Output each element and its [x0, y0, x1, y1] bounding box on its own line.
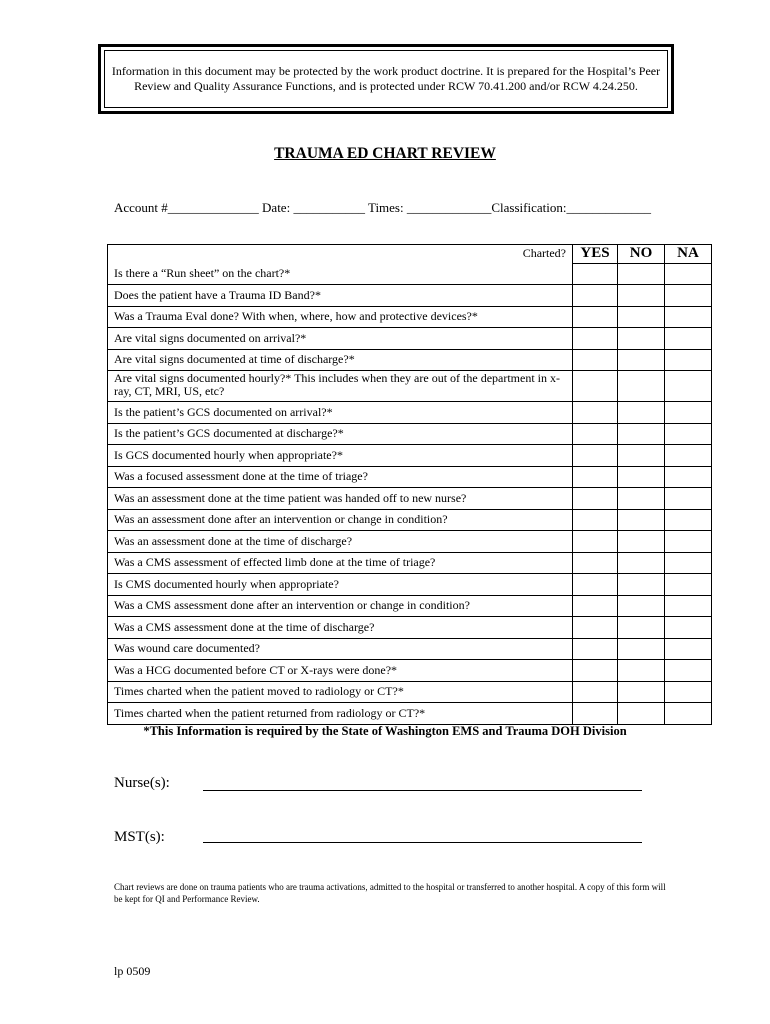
yes-checkbox-cell[interactable] [573, 638, 618, 660]
yes-checkbox-cell[interactable] [573, 466, 618, 488]
table-row [108, 552, 712, 574]
yes-checkbox-cell[interactable] [573, 509, 618, 531]
no-checkbox-cell[interactable] [618, 509, 665, 531]
yes-checkbox-cell[interactable] [573, 552, 618, 574]
no-checkbox-cell[interactable] [618, 328, 665, 350]
table-row [108, 660, 712, 682]
table-row [108, 263, 712, 285]
question-text: Is the patient’s GCS documented at discharge?* [108, 423, 573, 445]
charted-header: Charted? [108, 245, 573, 264]
question-text: Was an assessment done after an intervention or change in condition? [108, 509, 573, 531]
yes-checkbox-cell[interactable] [573, 371, 618, 402]
no-column-header: NO [618, 245, 665, 264]
yes-checkbox-cell[interactable] [573, 423, 618, 445]
no-checkbox-cell[interactable] [618, 445, 665, 467]
question-text: Was a CMS assessment of effected limb done at the time of triage? [108, 552, 573, 574]
no-checkbox-cell[interactable] [618, 617, 665, 639]
no-checkbox-cell[interactable] [618, 423, 665, 445]
question-text: Was an assessment done at the time patient was handed off to new nurse? [108, 488, 573, 510]
no-checkbox-cell[interactable] [618, 552, 665, 574]
mst-signature-line[interactable] [203, 842, 642, 843]
no-checkbox-cell[interactable] [618, 466, 665, 488]
na-checkbox-cell[interactable] [665, 488, 712, 510]
question-text: Is GCS documented hourly when appropriate?* [108, 445, 573, 467]
yes-checkbox-cell[interactable] [573, 306, 618, 328]
question-text: Does the patient have a Trauma ID Band?* [108, 285, 573, 307]
na-checkbox-cell[interactable] [665, 681, 712, 703]
na-checkbox-cell[interactable] [665, 423, 712, 445]
form-code: lp 0509 [114, 964, 151, 978]
question-text: Is the patient’s GCS documented on arrival?* [108, 402, 573, 424]
table-row [108, 402, 712, 424]
table-row [108, 509, 712, 531]
question-text: Times charted when the patient moved to radiology or CT?* [108, 681, 573, 703]
table-row [108, 638, 712, 660]
table-row [108, 328, 712, 350]
na-checkbox-cell[interactable] [665, 617, 712, 639]
na-checkbox-cell[interactable] [665, 574, 712, 596]
na-checkbox-cell[interactable] [665, 349, 712, 371]
no-checkbox-cell[interactable] [618, 402, 665, 424]
na-checkbox-cell[interactable] [665, 595, 712, 617]
table-row [108, 617, 712, 639]
no-checkbox-cell[interactable] [618, 531, 665, 553]
yes-checkbox-cell[interactable] [573, 617, 618, 639]
na-checkbox-cell[interactable] [665, 509, 712, 531]
na-checkbox-cell[interactable] [665, 263, 712, 285]
question-text: Is CMS documented hourly when appropriate? [108, 574, 573, 596]
no-checkbox-cell[interactable] [618, 349, 665, 371]
yes-checkbox-cell[interactable] [573, 574, 618, 596]
no-checkbox-cell[interactable] [618, 595, 665, 617]
table-row [108, 574, 712, 596]
question-text: Was a HCG documented before CT or X-rays were done?* [108, 660, 573, 682]
na-checkbox-cell[interactable] [665, 552, 712, 574]
table-row [108, 595, 712, 617]
account-date-times-classification-line: Account #______________ Date: ___________ Times: _____________Classification:_____________ [114, 200, 651, 215]
question-text: Is there a “Run sheet” on the chart?* [108, 263, 573, 285]
table-row [108, 445, 712, 467]
mst-label: MST(s): [114, 829, 165, 845]
yes-checkbox-cell[interactable] [573, 402, 618, 424]
form-title: TRAUMA ED CHART REVIEW [274, 145, 496, 162]
chart-review-table [107, 244, 712, 725]
yes-checkbox-cell[interactable] [573, 681, 618, 703]
na-checkbox-cell[interactable] [665, 466, 712, 488]
na-checkbox-cell[interactable] [665, 445, 712, 467]
nurse-label: Nurse(s): [114, 775, 170, 791]
yes-checkbox-cell[interactable] [573, 531, 618, 553]
na-checkbox-cell[interactable] [665, 285, 712, 307]
question-text: Are vital signs documented at time of discharge?* [108, 349, 573, 371]
yes-checkbox-cell[interactable] [573, 263, 618, 285]
question-text: Are vital signs documented hourly?* This includes when they are out of the department in x-ray, CT, MRI, US, etc? [108, 371, 573, 402]
no-checkbox-cell[interactable] [618, 681, 665, 703]
confidentiality-notice-box [98, 44, 674, 114]
question-text: Are vital signs documented on arrival?* [108, 328, 573, 350]
yes-checkbox-cell[interactable] [573, 445, 618, 467]
no-checkbox-cell[interactable] [618, 660, 665, 682]
no-checkbox-cell[interactable] [618, 263, 665, 285]
question-text: Was a focused assessment done at the time of triage? [108, 466, 573, 488]
table-row [108, 285, 712, 307]
state-requirement-footnote: *This Information is required by the State of Washington EMS and Trauma DOH Division [143, 724, 627, 738]
question-text: Was an assessment done at the time of discharge? [108, 531, 573, 553]
table-row [108, 703, 712, 725]
yes-checkbox-cell[interactable] [573, 488, 618, 510]
question-text: Was a CMS assessment done at the time of discharge? [108, 617, 573, 639]
yes-checkbox-cell[interactable] [573, 328, 618, 350]
no-checkbox-cell[interactable] [618, 574, 665, 596]
question-text: Was a CMS assessment done after an intervention or change in condition? [108, 595, 573, 617]
table-row [108, 306, 712, 328]
table-row [108, 681, 712, 703]
review-policy-note: Chart reviews are done on trauma patients who are trauma activations, admitted to the hospital or transferred to another hospital. A copy of this form will be kept for QI and Performance Review. [114, 882, 666, 904]
yes-checkbox-cell[interactable] [573, 703, 618, 725]
yes-checkbox-cell[interactable] [573, 595, 618, 617]
na-checkbox-cell[interactable] [665, 402, 712, 424]
table-row [108, 423, 712, 445]
na-checkbox-cell[interactable] [665, 660, 712, 682]
confidentiality-notice-inner [104, 50, 668, 108]
yes-checkbox-cell[interactable] [573, 660, 618, 682]
table-row [108, 349, 712, 371]
table-row [108, 488, 712, 510]
question-text: Times charted when the patient returned from radiology or CT?* [108, 703, 573, 725]
table-row [108, 531, 712, 553]
na-column-header: NA [665, 245, 712, 264]
no-checkbox-cell[interactable] [618, 488, 665, 510]
no-checkbox-cell[interactable] [618, 638, 665, 660]
yes-column-header: YES [573, 245, 618, 264]
nurse-signature-line[interactable] [203, 790, 642, 791]
no-checkbox-cell[interactable] [618, 285, 665, 307]
question-text: Was wound care documented? [108, 638, 573, 660]
na-checkbox-cell[interactable] [665, 306, 712, 328]
yes-checkbox-cell[interactable] [573, 285, 618, 307]
question-text: Was a Trauma Eval done? With when, where, how and protective devices?* [108, 306, 573, 328]
na-checkbox-cell[interactable] [665, 531, 712, 553]
no-checkbox-cell[interactable] [618, 703, 665, 725]
no-checkbox-cell[interactable] [618, 306, 665, 328]
confidentiality-notice-text: Information in this document may be protected by the work product doctrine. It is prepared for the Hospital’s Peer Review and Quality Assurance Functions, and is protected under RCW 70.41.200 and/or RCW 4.24.250. [111, 64, 661, 93]
na-checkbox-cell[interactable] [665, 328, 712, 350]
na-checkbox-cell[interactable] [665, 638, 712, 660]
na-checkbox-cell[interactable] [665, 371, 712, 402]
yes-checkbox-cell[interactable] [573, 349, 618, 371]
table-row [108, 371, 712, 402]
table-header-row [108, 245, 712, 264]
no-checkbox-cell[interactable] [618, 371, 665, 402]
table-row [108, 466, 712, 488]
na-checkbox-cell[interactable] [665, 703, 712, 725]
